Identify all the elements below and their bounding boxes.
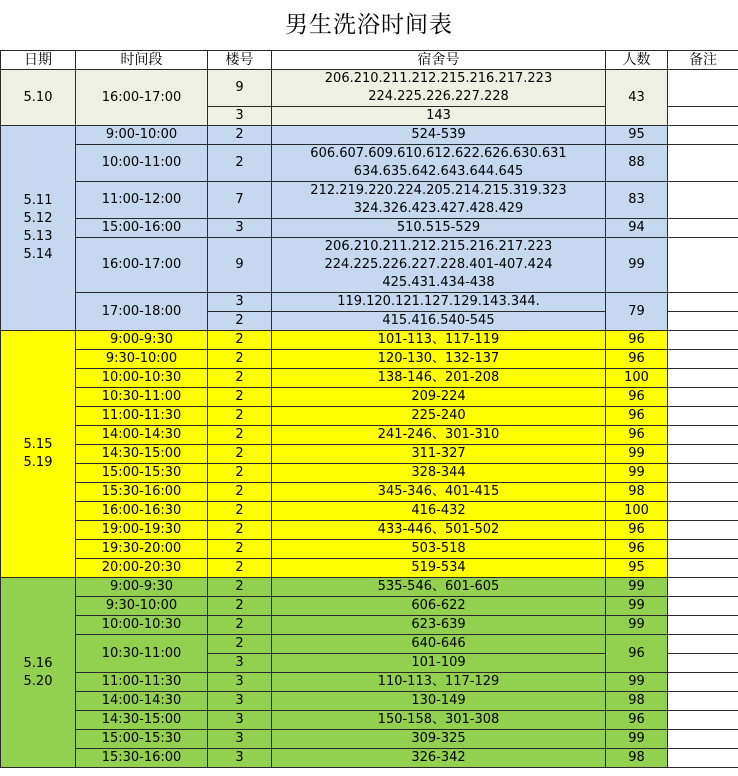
time-cell: 11:00-12:00 (76, 182, 208, 219)
dorm-line: 224.225.226.227.228 (368, 89, 509, 104)
date-cell (1, 70, 76, 126)
dorm-line: 324.326.423.427.428.429 (353, 201, 524, 216)
time-cell: 14:00-14:30 (76, 426, 208, 445)
page-title: 男生洗浴时间表 (285, 12, 453, 38)
time-cell: 20:00-20:30 (76, 559, 208, 578)
time-cell: 14:00-14:30 (76, 692, 208, 711)
table-row (1, 692, 738, 711)
dorm-line: 209-224 (411, 389, 466, 404)
count-cell: 96 (606, 635, 668, 673)
note-cell (668, 483, 738, 502)
time-cell: 11:00-11:30 (76, 407, 208, 426)
count-cell: 95 (606, 559, 668, 578)
building-cell: 2 (208, 502, 272, 521)
time-cell: 14:30-15:00 (76, 711, 208, 730)
time-cell: 15:00-15:30 (76, 464, 208, 483)
table-row (1, 730, 738, 749)
note-cell (668, 407, 738, 426)
table-row (1, 578, 738, 597)
time-cell: 10:00-10:30 (76, 369, 208, 388)
note-cell (668, 559, 738, 578)
building-cell: 2 (208, 445, 272, 464)
table-row (1, 711, 738, 730)
count-cell: 99 (606, 238, 668, 293)
date-cell (1, 126, 76, 331)
dorm-cell (272, 730, 606, 749)
count-cell: 100 (606, 502, 668, 521)
building-cell: 2 (208, 559, 272, 578)
dorm-line: 206.210.211.212.215.216.217.223 (324, 71, 553, 86)
note-cell (668, 126, 738, 145)
date-label: 5.14 (23, 247, 53, 262)
time-cell: 19:30-20:00 (76, 540, 208, 559)
count-cell: 96 (606, 426, 668, 445)
date-label: 5.10 (23, 89, 53, 105)
building-cell: 9 (208, 70, 272, 107)
table-row (1, 293, 738, 312)
note-cell (668, 350, 738, 369)
time-cell: 16:00-17:00 (76, 70, 208, 126)
building-cell: 2 (208, 145, 272, 182)
dorm-line: 433-446、501-502 (377, 522, 500, 537)
dorm-cell (272, 521, 606, 540)
time-cell: 15:30-16:00 (76, 483, 208, 502)
dorm-line: 224.225.226.227.228.401-407.424 (324, 257, 553, 272)
count-cell: 96 (606, 711, 668, 730)
table-row (1, 445, 738, 464)
time-cell: 16:00-17:00 (76, 238, 208, 293)
note-cell (668, 331, 738, 350)
dorm-cell (272, 145, 606, 182)
header-building: 楼号 (208, 51, 272, 70)
table-row (1, 369, 738, 388)
time-cell: 10:30-11:00 (76, 388, 208, 407)
dorm-line: 120-130、132-137 (377, 351, 500, 366)
count-cell: 99 (606, 578, 668, 597)
dorm-line: 415.416.540-545 (382, 313, 495, 328)
count-cell: 99 (606, 673, 668, 692)
dorm-cell (272, 126, 606, 145)
time-cell: 15:30-16:00 (76, 749, 208, 768)
count-cell: 88 (606, 145, 668, 182)
dorm-cell (272, 616, 606, 635)
count-cell: 98 (606, 692, 668, 711)
date-label: 5.12 (23, 211, 53, 226)
dorm-cell (272, 350, 606, 369)
building-cell: 9 (208, 238, 272, 293)
dorm-cell (272, 331, 606, 350)
header-dorm: 宿舍号 (272, 51, 606, 70)
dorm-line: 150-158、301-308 (377, 712, 500, 727)
count-cell: 99 (606, 597, 668, 616)
table-row (1, 502, 738, 521)
note-cell (668, 578, 738, 597)
count-cell: 99 (606, 445, 668, 464)
note-cell (668, 692, 738, 711)
table-row (1, 426, 738, 445)
dorm-line: 623-639 (411, 617, 466, 632)
table-row (1, 464, 738, 483)
count-cell: 96 (606, 521, 668, 540)
header-row (1, 51, 738, 70)
time-cell: 17:00-18:00 (76, 293, 208, 331)
building-cell: 2 (208, 616, 272, 635)
time-cell: 19:00-19:30 (76, 521, 208, 540)
dorm-line: 110-113、117-129 (377, 674, 500, 689)
dorm-line: 519-534 (411, 560, 466, 575)
dorm-line: 328-344 (411, 465, 466, 480)
table-row (1, 388, 738, 407)
building-cell: 3 (208, 673, 272, 692)
building-cell: 2 (208, 597, 272, 616)
time-cell: 10:00-11:00 (76, 145, 208, 182)
dorm-line: 206.210.211.212.215.216.217.223 (324, 239, 553, 254)
dorm-cell (272, 407, 606, 426)
dorm-line: 225-240 (411, 408, 466, 423)
date-label: 5.11 (23, 193, 53, 208)
dorm-line: 326-342 (411, 750, 466, 765)
table-row (1, 540, 738, 559)
time-cell: 11:00-11:30 (76, 673, 208, 692)
note-cell (668, 730, 738, 749)
building-cell: 2 (208, 407, 272, 426)
dorm-cell (272, 597, 606, 616)
dorm-cell (272, 578, 606, 597)
note-cell (668, 521, 738, 540)
dorm-line: 503-518 (411, 541, 466, 556)
time-cell: 15:00-16:00 (76, 219, 208, 238)
date-label: 5.15 (23, 437, 53, 452)
dorm-line: 119.120.121.127.129.143.344. (337, 294, 540, 309)
count-cell: 96 (606, 331, 668, 350)
note-cell (668, 369, 738, 388)
dorm-line: 101-109 (411, 655, 466, 670)
table-row (1, 126, 738, 145)
count-cell: 100 (606, 369, 668, 388)
dorm-cell (272, 635, 606, 654)
building-cell: 2 (208, 369, 272, 388)
note-cell (668, 597, 738, 616)
dorm-cell (272, 654, 606, 673)
note-cell (668, 238, 738, 293)
building-cell: 2 (208, 578, 272, 597)
note-cell (668, 107, 738, 126)
dorm-cell (272, 369, 606, 388)
count-cell: 96 (606, 350, 668, 369)
time-cell: 16:00-16:30 (76, 502, 208, 521)
dorm-cell (272, 711, 606, 730)
time-cell: 15:00-15:30 (76, 730, 208, 749)
dorm-line: 606.607.609.610.612.622.626.630.631 (310, 146, 567, 161)
time-cell: 14:30-15:00 (76, 445, 208, 464)
header-date: 日期 (1, 51, 76, 70)
table-row (1, 635, 738, 654)
dorm-cell (272, 540, 606, 559)
time-cell: 9:00-9:30 (76, 578, 208, 597)
dorm-line: 138-146、201-208 (377, 370, 500, 385)
dorm-line: 309-325 (411, 731, 466, 746)
count-cell: 99 (606, 730, 668, 749)
dorm-cell (272, 238, 606, 293)
dorm-cell (272, 107, 606, 126)
count-cell: 96 (606, 388, 668, 407)
count-cell: 43 (606, 70, 668, 126)
building-cell: 2 (208, 331, 272, 350)
note-cell (668, 445, 738, 464)
note-cell (668, 616, 738, 635)
note-cell (668, 464, 738, 483)
building-cell: 2 (208, 483, 272, 502)
building-cell: 2 (208, 312, 272, 331)
note-cell (668, 219, 738, 238)
count-cell: 98 (606, 749, 668, 768)
dorm-cell (272, 182, 606, 219)
date-label: 5.19 (23, 455, 53, 470)
table-row (1, 521, 738, 540)
schedule-table (0, 50, 738, 768)
dorm-cell (272, 502, 606, 521)
dorm-line: 535-546、601-605 (377, 579, 500, 594)
time-cell: 9:30-10:00 (76, 350, 208, 369)
dorm-cell (272, 388, 606, 407)
building-cell: 3 (208, 293, 272, 312)
building-cell: 3 (208, 749, 272, 768)
building-cell: 2 (208, 464, 272, 483)
dorm-line: 143 (426, 108, 451, 123)
dorm-cell (272, 692, 606, 711)
building-cell: 2 (208, 426, 272, 445)
table-row (1, 749, 738, 768)
building-cell: 2 (208, 521, 272, 540)
note-cell (668, 673, 738, 692)
dorm-cell (272, 293, 606, 312)
dorm-line: 241-246、301-310 (377, 427, 500, 442)
date-label: 5.13 (23, 229, 53, 244)
date-label: 5.16 (23, 655, 53, 671)
dorm-cell (272, 559, 606, 578)
dorm-cell (272, 312, 606, 331)
building-cell: 2 (208, 350, 272, 369)
building-cell: 3 (208, 730, 272, 749)
table-row (1, 559, 738, 578)
count-cell: 83 (606, 182, 668, 219)
building-cell: 2 (208, 388, 272, 407)
time-cell: 10:00-10:30 (76, 616, 208, 635)
table-row (1, 331, 738, 350)
header-note: 备注 (668, 51, 738, 70)
count-cell: 96 (606, 407, 668, 426)
header-count: 人数 (606, 51, 668, 70)
count-cell: 98 (606, 483, 668, 502)
note-cell (668, 749, 738, 768)
note-cell (668, 426, 738, 445)
count-cell: 99 (606, 464, 668, 483)
note-cell (668, 70, 738, 107)
dorm-cell (272, 483, 606, 502)
time-cell: 10:30-11:00 (76, 635, 208, 673)
note-cell (668, 312, 738, 331)
time-cell: 9:30-10:00 (76, 597, 208, 616)
table-row (1, 673, 738, 692)
building-cell: 3 (208, 711, 272, 730)
note-cell (668, 145, 738, 182)
dorm-line: 416-432 (411, 503, 466, 518)
note-cell (668, 502, 738, 521)
note-cell (668, 388, 738, 407)
dorm-line: 212.219.220.224.205.214.215.319.323 (310, 183, 567, 198)
count-cell: 79 (606, 293, 668, 331)
dorm-line: 640-646 (411, 636, 466, 651)
building-cell: 2 (208, 126, 272, 145)
note-cell (668, 654, 738, 673)
table-row (1, 616, 738, 635)
count-cell: 95 (606, 126, 668, 145)
dorm-line: 510.515-529 (396, 220, 481, 235)
table-row (1, 597, 738, 616)
date-cell (1, 578, 76, 768)
building-cell: 3 (208, 219, 272, 238)
note-cell (668, 182, 738, 219)
building-cell: 2 (208, 540, 272, 559)
dorm-cell (272, 70, 606, 107)
dorm-line: 130-149 (411, 693, 466, 708)
dorm-line: 345-346、401-415 (377, 484, 500, 499)
dorm-cell (272, 426, 606, 445)
table-row (1, 350, 738, 369)
dorm-cell (272, 445, 606, 464)
header-time: 时间段 (76, 51, 208, 70)
dorm-line: 634.635.642.643.644.645 (353, 164, 524, 179)
note-cell (668, 711, 738, 730)
count-cell: 96 (606, 540, 668, 559)
table-row (1, 219, 738, 238)
dorm-cell (272, 673, 606, 692)
building-cell: 3 (208, 692, 272, 711)
dorm-cell (272, 219, 606, 238)
dorm-line: 311-327 (411, 446, 466, 461)
dorm-line: 524-539 (411, 127, 466, 142)
dorm-cell (272, 464, 606, 483)
table-row (1, 407, 738, 426)
note-cell (668, 635, 738, 654)
dorm-line: 606-622 (411, 598, 466, 613)
count-cell: 94 (606, 219, 668, 238)
dorm-cell (272, 749, 606, 768)
time-cell: 9:00-9:30 (76, 331, 208, 350)
time-cell: 9:00-10:00 (76, 126, 208, 145)
dorm-line: 425.431.434-438 (382, 275, 495, 290)
table-row (1, 483, 738, 502)
dorm-line: 101-113、117-119 (377, 332, 500, 347)
building-cell: 3 (208, 107, 272, 126)
building-cell: 3 (208, 654, 272, 673)
building-cell: 7 (208, 182, 272, 219)
building-cell: 2 (208, 635, 272, 654)
count-cell: 99 (606, 616, 668, 635)
date-cell (1, 331, 76, 578)
note-cell (668, 540, 738, 559)
note-cell (668, 293, 738, 312)
date-label: 5.20 (23, 673, 53, 689)
